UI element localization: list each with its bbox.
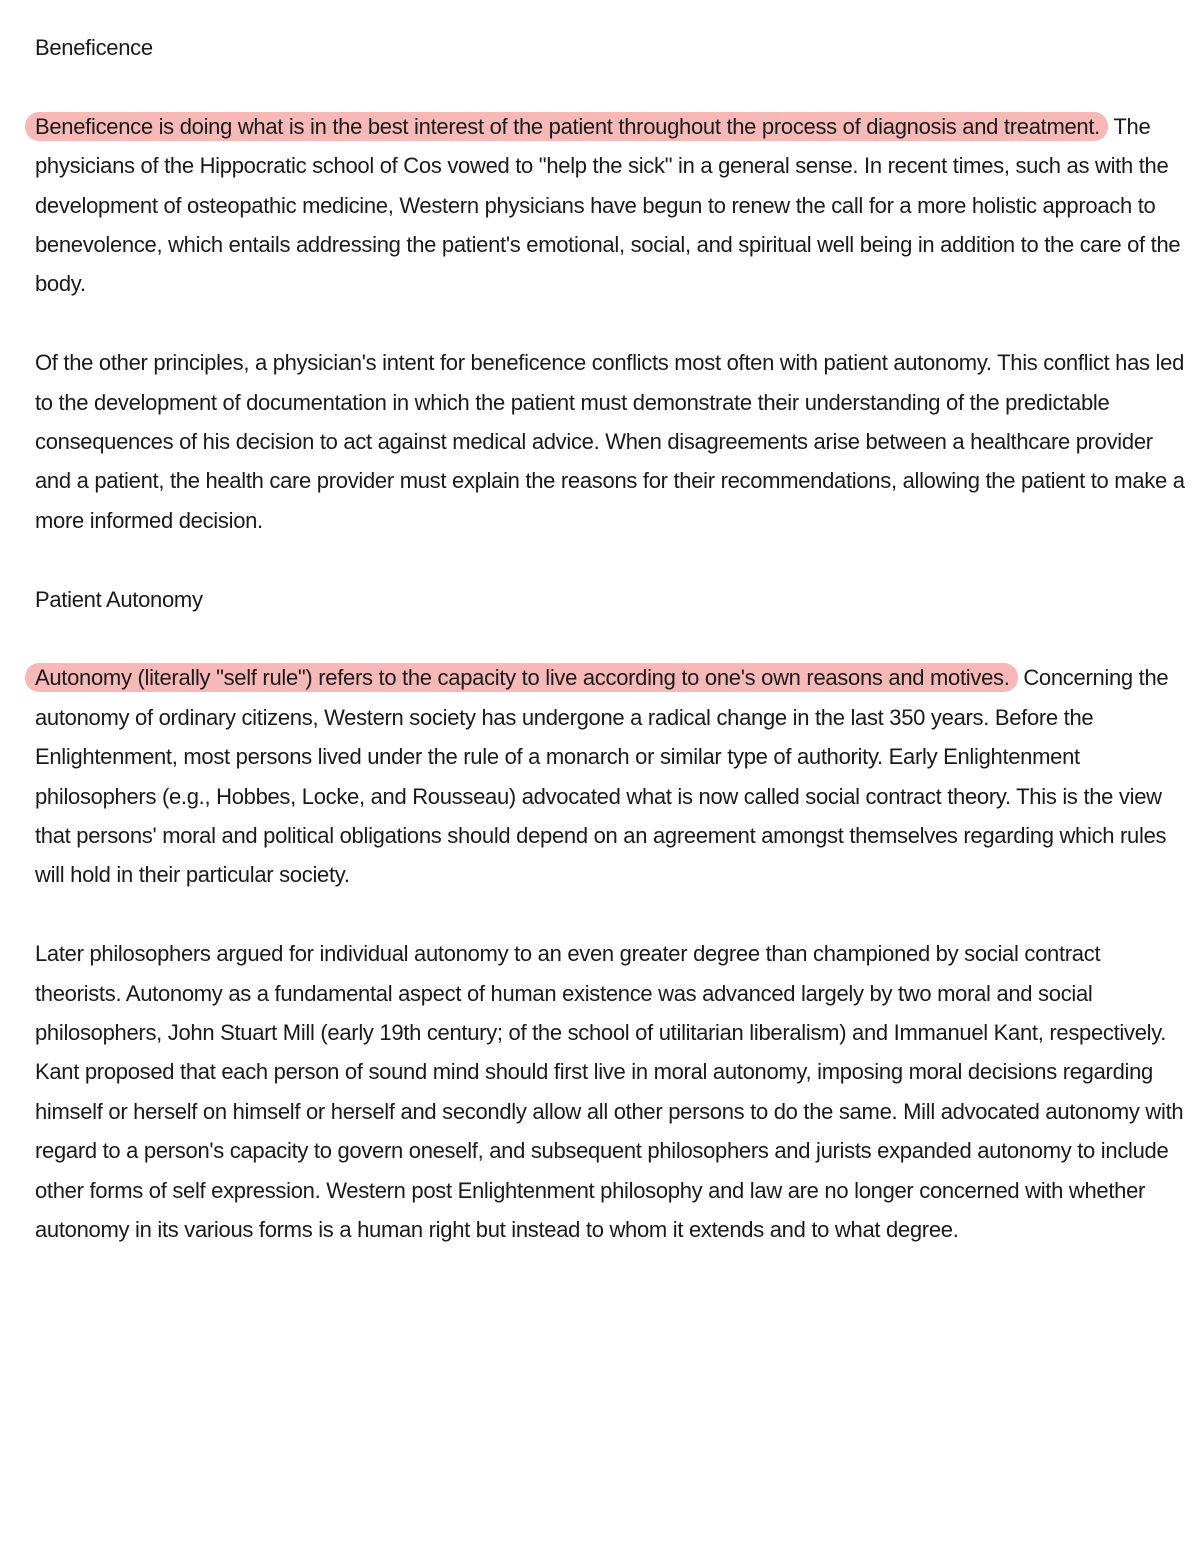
spacer [35,540,1185,579]
spacer [35,304,1185,343]
heading-beneficence: Beneficence [35,35,153,60]
spacer [35,619,1185,658]
document-page [35,28,1185,1250]
beneficence-paragraph-2: Of the other principles, a physician's intent for beneficence conflicts most often with patient autonomy. This conflict has led to the development of documentation in which the patient must demonstrate their understanding of the predictable consequences of his decision to act against medical advice. When disagreements arise between a healthcare provider and a patient, the health care provider must explain the reasons for their recommendations, allowing the patient to make a more informed decision. [35,350,1185,533]
spacer [35,895,1185,934]
autonomy-paragraph [35,658,1185,894]
beneficence-text: The physicians of the Hippocratic school of Cos vowed to "help the sick" in a general sense. In recent times, such as with the development of osteopathic medicine, Western physicians have begun to renew the call for a more holistic approach to benevolence, which entails addressing the patient's emotional, social, and spiritual well being in addition to the care of the body. [35,113,1181,297]
highlighted-definition-beneficence[interactable]: Beneficence is doing what is in the best interest of the patient throughout the process of diagnosis and treatment. [25,112,1108,141]
spacer [35,67,1185,106]
heading-patient-autonomy: Patient Autonomy [35,586,203,612]
beneficence-paragraph [35,107,1185,304]
autonomy-paragraph-2: Later philosophers argued for individual autonomy to an even greater degree than championed by social contract theorists. Autonomy as a fundamental aspect of human existence was advanced largely by two moral and social philosophers, John Stuart Mill (early 19th century; of the school of utilitarian liberalism) and Immanuel Kant, respectively. Kant proposed that each person of sound mind should first live in moral autonomy, imposing moral decisions regarding himself or herself on himself or herself and secondly allow all other persons to do the same. Mill advocated autonomy with regard to a person's capacity to govern oneself, and subsequent philosophers and jurists expanded autonomy to include other forms of self expression. Western post Enlightenment philosophy and law are no longer concerned with whether autonomy in its various forms is a human right but instead to whom it extends and to what degree. [35,941,1184,1243]
autonomy-text: Concerning the autonomy of ordinary citizens, Western society has undergone a radical change in the last 350 years. Before the Enlightenment, most persons lived under the rule of a monarch or similar type of authority. Early Enlightenment philosophers (e.g., Hobbes, Locke, and Rousseau) advocated what is now called social contract theory. This is the view that persons' moral and political obligations should depend on an agreement amongst themselves regarding which rules will hold in their particular society. [35,665,1169,888]
highlighted-definition-autonomy[interactable]: Autonomy (literally "self rule") refers to the capacity to live according to one's own reasons and motives. [25,663,1018,692]
